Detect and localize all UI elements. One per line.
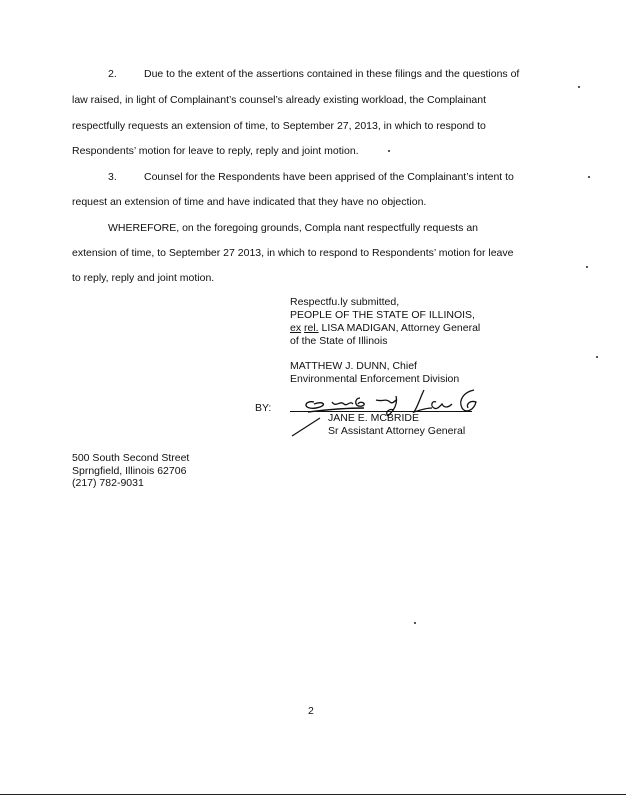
scan-speck: [596, 356, 598, 358]
paragraph-3-number: 3.: [108, 171, 117, 183]
address-city: Sprngfield, Illinois 62706: [72, 464, 187, 477]
paragraph-3-text-1: Counsel for the Respondents have been apprised of the Complainant’s intent to: [144, 171, 514, 183]
address-phone: (217) 782-9031: [72, 477, 144, 489]
scan-speck: [388, 150, 390, 152]
address-block: [72, 452, 189, 490]
scan-bottom-edge: [0, 794, 626, 795]
attorney-general-line: [290, 322, 480, 335]
paragraph-2-number: 2.: [108, 68, 117, 80]
scan-speck: [588, 176, 590, 178]
paragraph-3-line-1: [72, 171, 514, 183]
paragraph-2-text-1: Due to the extent of the assertions contained in these filings and the questions of: [144, 68, 520, 80]
signer-title: Sr Assistant Attorney General: [328, 425, 466, 437]
scan-speck: [586, 266, 588, 268]
division-name: Environmental Enforcement Division: [290, 373, 460, 385]
ex-text: ex: [290, 322, 302, 334]
paragraph-3-line-2: request an extension of time and have indicated that they have no objection.: [72, 196, 427, 208]
paragraph-2-line-4: Respondents’ motion for leave to reply, reply and joint motion.: [72, 145, 359, 157]
chief-name: MATTHEW J. DUNN, Chief: [290, 360, 417, 372]
signer-name: JANE E. MCBRIDE: [328, 412, 420, 424]
signature-block-header: [290, 296, 480, 348]
scan-speck: [578, 86, 580, 88]
respectfully-submitted: Respectfu.ly submitted,: [290, 296, 400, 308]
wherefore-line-3: to reply, reply and joint motion.: [72, 272, 215, 284]
state-of-illinois: of the State of Illinois: [290, 335, 388, 347]
people-of-illinois: PEOPLE OF THE STATE OF ILLINOIS,: [290, 309, 475, 321]
wherefore-line-2: extension of time, to September 27 2013, in which to respond to Respondents’ motion for leave: [72, 247, 514, 259]
paragraph-2-line-2: law raised, in light of Complainant’s counsel’s already existing workload, the Complainant: [72, 94, 487, 106]
rel-text: rel.: [304, 322, 319, 334]
paragraph-2-line-1: [72, 68, 519, 80]
page-number: 2: [308, 705, 314, 717]
paragraph-2-line-3: respectfully requests an extension of time, to September 27, 2013, in which to respond to: [72, 120, 486, 132]
wherefore-line-1: WHEREFORE, on the foregoing grounds, Compla nant respectfully requests an: [108, 222, 479, 234]
attorney-general-text: LISA MADIGAN, Attorney General: [318, 322, 481, 334]
address-street: 500 South Second Street: [72, 452, 190, 464]
division-block: [290, 360, 459, 386]
scan-speck: [414, 622, 416, 624]
by-label: BY:: [255, 402, 272, 414]
signer-block: [328, 412, 465, 438]
